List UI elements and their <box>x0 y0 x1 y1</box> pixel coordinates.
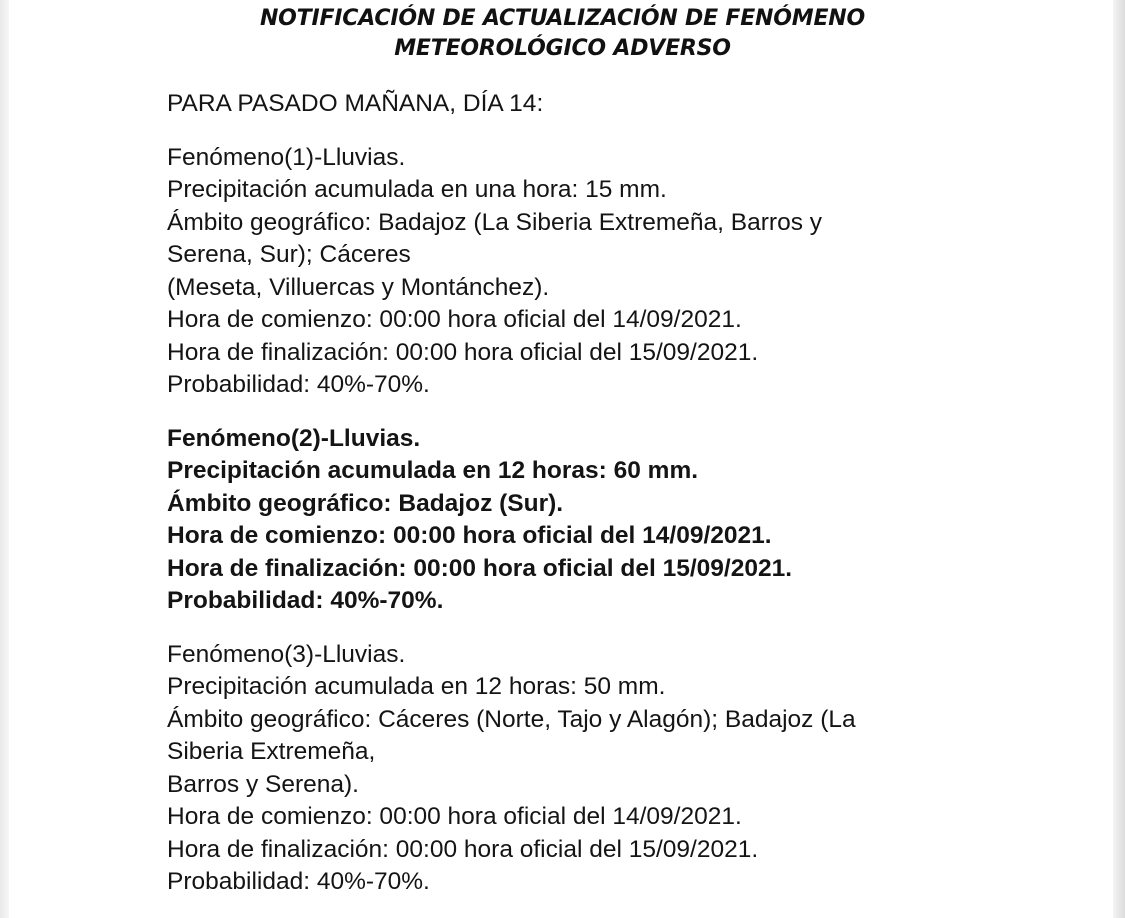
phenomenon-2-probability: Probabilidad: 40%-70%. <box>167 587 444 614</box>
phenomenon-3-start-time: Hora de comienzo: 00:00 hora oficial del 14/09/2021. <box>167 803 742 830</box>
phenomenon-2-precipitation: Precipitación acumulada en 12 horas: 60 mm. <box>167 457 699 484</box>
phenomenon-block-3 <box>167 639 1097 899</box>
phenomenon-3-area-line-2: Siberia Extremeña, <box>167 738 376 765</box>
document-title <box>0 4 1125 64</box>
phenomenon-2-start-time: Hora de comienzo: 00:00 hora oficial del 14/09/2021. <box>167 522 772 549</box>
phenomenon-1-end-time: Hora de finalización: 00:00 hora oficial del 15/09/2021. <box>167 338 759 366</box>
phenomenon-2-name: Fenómeno(2)-Lluvias. <box>167 424 421 452</box>
phenomenon-1-precipitation: Precipitación acumulada en una hora: 15 mm. <box>167 176 667 203</box>
phenomenon-3-precipitation: Precipitación acumulada en 12 horas: 50 mm. <box>167 673 666 700</box>
phenomenon-1-area-line-1: Ámbito geográfico: Badajoz (La Siberia Extremeña, Barros y <box>167 208 823 236</box>
phenomenon-3-end-time: Hora de finalización: 00:00 hora oficial del 15/09/2021. <box>167 835 759 863</box>
phenomenon-1-start-time: Hora de comienzo: 00:00 hora oficial del 14/09/2021. <box>167 306 742 333</box>
phenomenon-1-name: Fenómeno(1)-Lluvias. <box>167 143 406 171</box>
title-line-2: METEOROLÓGICO ADVERSO <box>394 36 731 61</box>
phenomenon-block-2 <box>167 423 1097 618</box>
intro-heading: PARA PASADO MAÑANA, DÍA 14: <box>167 90 544 117</box>
page-edge-left <box>0 0 9 918</box>
phenomenon-3-probability: Probabilidad: 40%-70%. <box>167 868 430 895</box>
document-body <box>167 88 1097 918</box>
phenomenon-2-area: Ámbito geográfico: Badajoz (Sur). <box>167 489 564 517</box>
phenomenon-3-area-line-1: Ámbito geográfico: Cáceres (Norte, Tajo y Alagón); Badajoz (La <box>167 705 856 733</box>
phenomenon-3-area-line-3: Barros y Serena). <box>167 770 359 798</box>
phenomenon-block-1 <box>167 142 1097 402</box>
phenomenon-3-name: Fenómeno(3)-Lluvias. <box>167 640 406 668</box>
phenomenon-1-probability: Probabilidad: 40%-70%. <box>167 371 430 398</box>
phenomenon-1-area-line-2: Serena, Sur); Cáceres <box>167 241 411 268</box>
phenomenon-2-end-time: Hora de finalización: 00:00 hora oficial del 15/09/2021. <box>167 554 793 582</box>
phenomenon-1-area-line-3: (Meseta, Villuercas y Montánchez). <box>167 273 550 301</box>
title-line-1: NOTIFICACIÓN DE ACTUALIZACIÓN DE FENÓMENO <box>259 6 866 31</box>
page-edge-right <box>1113 0 1125 918</box>
